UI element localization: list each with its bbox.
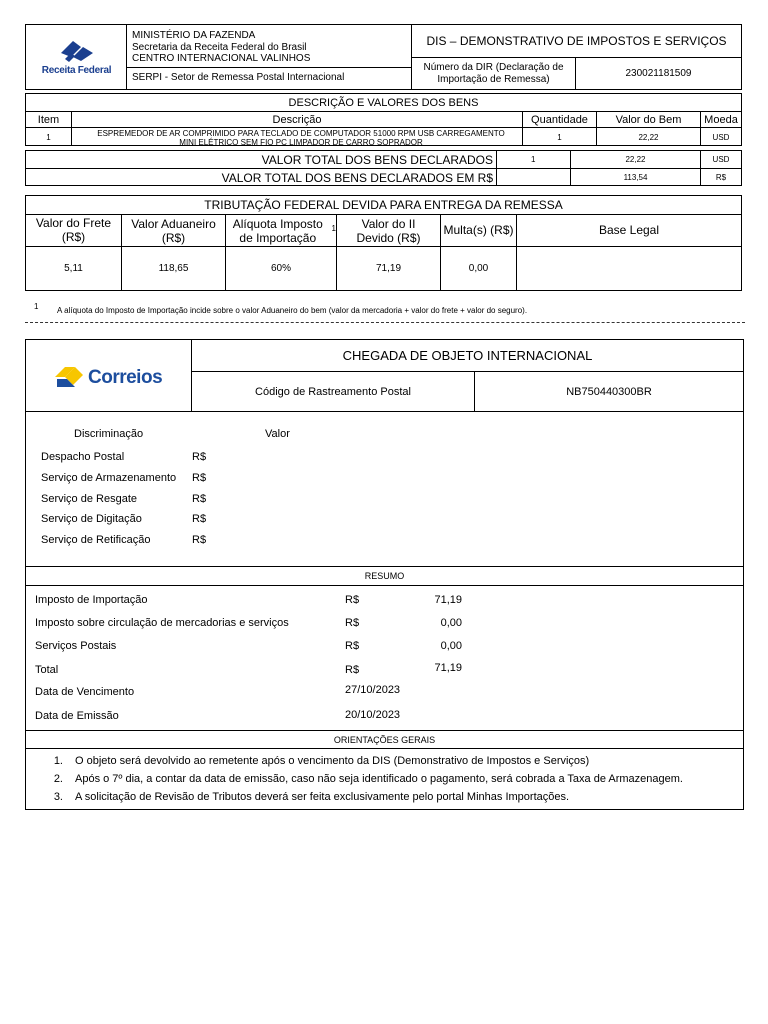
header-box xyxy=(25,24,742,90)
tax-table xyxy=(25,195,742,291)
doc-title: DIS – DEMONSTRATIVO DE IMPOSTOS E SERVIÇOS xyxy=(412,25,741,58)
col-quantity-header: Quantidade xyxy=(523,112,597,127)
total-brl-row xyxy=(26,169,741,186)
orientations-title: ORIENTAÇÕES GERAIS xyxy=(26,730,743,749)
tracking-label: Código de Rastreamento Postal xyxy=(192,372,475,412)
service-label: Serviço de Digitação xyxy=(41,513,142,525)
summary-currency: R$ xyxy=(345,664,360,676)
service-currency: R$ xyxy=(192,472,207,484)
col-ii-due-header: Valor do II Devido (R$) xyxy=(337,215,441,246)
summary-currency: R$ xyxy=(345,594,360,606)
summary-label: Imposto de Importação xyxy=(35,594,148,606)
service-currency: R$ xyxy=(192,513,207,525)
totals-table xyxy=(25,150,742,186)
table-row xyxy=(26,128,741,146)
discrimination-header: Discriminação xyxy=(74,428,144,440)
orientation-number: 3. xyxy=(53,791,63,803)
receita-federal-logo-icon xyxy=(59,39,95,63)
summary-value: 71,19 xyxy=(434,662,462,674)
customs-value: 118,65 xyxy=(122,247,226,290)
col-customs-value-header: Valor Aduaneiro (R$) xyxy=(122,215,226,246)
footnote-number: 1 xyxy=(34,302,39,311)
summary-title: RESUMO xyxy=(26,566,743,586)
total-brl-empty xyxy=(497,169,571,186)
service-currency: R$ xyxy=(192,534,207,546)
org-line-3: CENTRO INTERNACIONAL VALINHOS xyxy=(132,53,311,64)
col-freight-header: Valor do Frete (R$) xyxy=(26,215,122,246)
value-header: Valor xyxy=(265,428,290,440)
goods-description-text: ESPREMEDOR DE AR COMPRIMIDO PARA TECLADO DE COMPUTADOR 51000 RPM USB CARREGAMENTO MINI ELÉTRICO SEM FIO PC LIMPADOR DE CARRO SOPRADOR xyxy=(97,129,505,146)
orientation-text: A solicitação de Revisão de Tributos deverá ser feita exclusivamente pelo portal Minhas Importações. xyxy=(75,791,570,803)
col-legal-basis-header: Base Legal xyxy=(598,222,660,237)
col-item-header: Item xyxy=(26,112,72,127)
service-currency: R$ xyxy=(192,451,207,463)
list-item xyxy=(41,773,739,785)
goods-table xyxy=(25,93,742,146)
orientation-number: 1. xyxy=(53,755,63,767)
col-description-header: Descrição xyxy=(72,112,523,127)
col-value-header: Valor do Bem xyxy=(597,112,701,127)
correios-logo-text: Correios xyxy=(88,367,163,388)
tax-section-title: TRIBUTAÇÃO FEDERAL DEVIDA PARA ENTREGA DA REMESSA xyxy=(26,196,741,215)
correios-box xyxy=(25,339,744,810)
summary-currency: R$ xyxy=(345,640,360,652)
goods-quantity: 1 xyxy=(523,128,597,146)
rate-value: 60% xyxy=(226,247,337,290)
correios-logo-icon xyxy=(53,365,85,389)
orientation-text: O objeto será devolvido ao remetente após o vencimento da DIS (Demonstrativo de Impostos e Serviços) xyxy=(75,755,590,767)
col-rate-header xyxy=(226,215,337,246)
doc-title-cell xyxy=(412,25,741,89)
total-brl-currency: R$ xyxy=(715,173,727,182)
due-date-value: 27/10/2023 xyxy=(345,684,401,696)
list-item xyxy=(41,791,739,803)
goods-header-row xyxy=(26,112,741,128)
total-row xyxy=(26,151,741,169)
total-value: 22,22 xyxy=(571,151,701,168)
service-label: Serviço de Retificação xyxy=(41,534,151,546)
summary-label: Data de Vencimento xyxy=(35,686,135,698)
summary-currency: R$ xyxy=(345,617,360,629)
footnote-text: A alíquota do Imposto de Importação incide sobre o valor Aduaneiro do bem (valor da mercadoria + valor do frete + valor do seguro). xyxy=(57,306,528,315)
orientations-list xyxy=(41,755,739,809)
col-currency-header: Moeda xyxy=(704,113,738,126)
summary-value: 0,00 xyxy=(440,617,462,629)
sector-line: SERPI - Setor de Remessa Postal Internacional xyxy=(127,67,411,88)
orientation-number: 2. xyxy=(53,773,63,785)
total-qty: 1 xyxy=(497,151,571,168)
dir-number: 230021181509 xyxy=(625,68,692,79)
fine-value: 0,00 xyxy=(441,247,517,290)
freight-value: 5,11 xyxy=(26,247,122,290)
service-label: Serviço de Armazenamento xyxy=(41,472,177,484)
list-item xyxy=(41,755,739,767)
summary-label: Data de Emissão xyxy=(35,710,119,722)
col-rate-header-text: Alíquota Imposto de Importação xyxy=(232,217,323,245)
ii-due-value: 71,19 xyxy=(337,247,441,290)
summary-label: Total xyxy=(35,664,59,676)
tracking-code: NB750440300BR xyxy=(475,372,743,412)
legal-basis-value xyxy=(517,247,741,290)
org-info-cell xyxy=(127,25,412,89)
tax-header-row xyxy=(26,215,741,247)
dir-label: Número da DIR (Declaração de Importação de Remessa) xyxy=(412,58,576,89)
goods-currency: USD xyxy=(712,132,730,142)
service-label: Despacho Postal xyxy=(41,451,125,463)
receita-logo-text: Receita Federal xyxy=(41,65,112,76)
summary-label: Imposto sobre circulação de mercadorias e serviços xyxy=(35,617,289,629)
goods-section-title: DESCRIÇÃO E VALORES DOS BENS xyxy=(26,94,741,112)
issue-date-value: 20/10/2023 xyxy=(345,709,401,721)
receita-logo-cell xyxy=(26,25,127,89)
service-currency: R$ xyxy=(192,493,207,505)
goods-description xyxy=(72,128,523,146)
goods-item: 1 xyxy=(26,128,72,146)
orientation-text: Após o 7º dia, a contar da data de emissão, caso não seja identificado o pagamento, será cobrada a Taxa de Armazenagem. xyxy=(75,773,683,785)
correios-logo-cell xyxy=(26,340,192,412)
org-line-1: MINISTÉRIO DA FAZENDA xyxy=(132,30,256,41)
total-currency: USD xyxy=(712,155,730,164)
summary-label: Serviços Postais xyxy=(35,640,117,652)
summary-value: 71,19 xyxy=(434,594,462,606)
total-label: VALOR TOTAL DOS BENS DECLARADOS xyxy=(26,151,497,168)
col-fine-header: Multa(s) (R$) xyxy=(441,215,517,246)
org-line-2: Secretaria da Receita Federal do Brasil xyxy=(132,41,307,53)
summary-value: 0,00 xyxy=(440,640,462,652)
correios-title: CHEGADA DE OBJETO INTERNACIONAL xyxy=(192,340,743,372)
table-row xyxy=(26,247,741,290)
footnote-marker: 1 xyxy=(331,224,336,233)
total-brl-label: VALOR TOTAL DOS BENS DECLARADOS EM R$ xyxy=(26,169,497,186)
total-brl-value: 113,54 xyxy=(571,169,701,186)
cut-line xyxy=(25,322,745,323)
service-label: Serviço de Resgate xyxy=(41,493,137,505)
goods-value: 22,22 xyxy=(597,128,701,146)
